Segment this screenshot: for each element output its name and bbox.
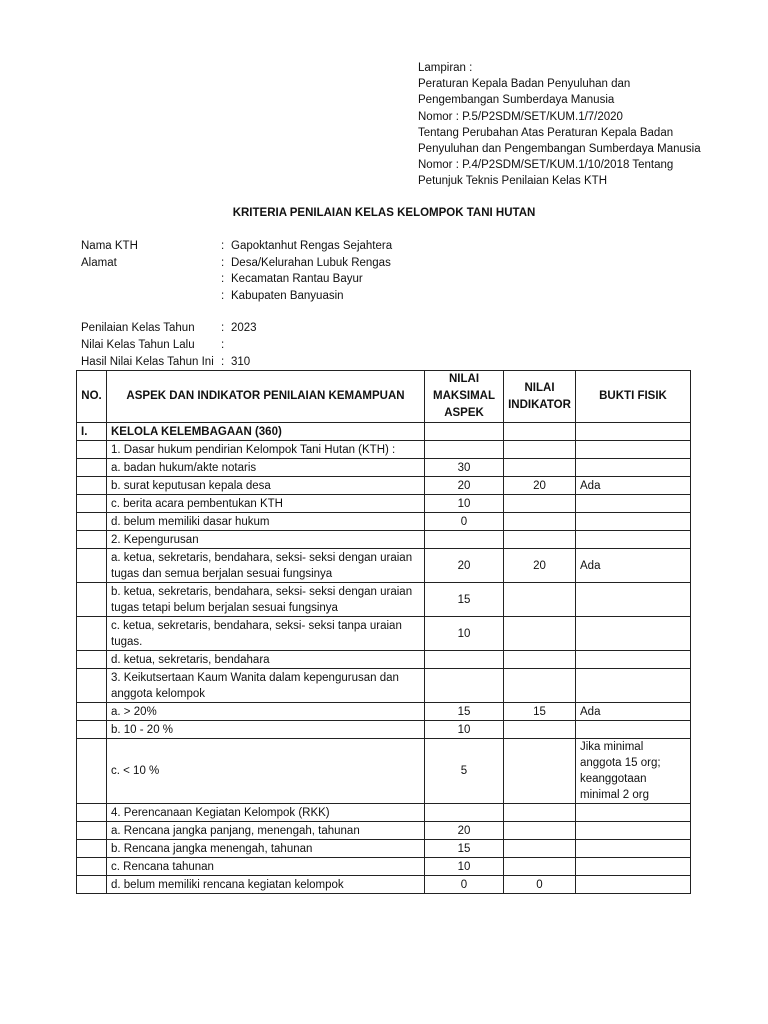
row-no — [77, 531, 107, 549]
row-aspek: a. Rencana jangka panjang, menengah, tahunan — [107, 822, 425, 840]
table-row — [77, 513, 691, 531]
row-aspek: b. ketua, sekretaris, bendahara, seksi- seksi dengan uraian tugas tetapi belum berjalan sesuai fungsinya — [107, 583, 425, 617]
row-bukti-fisik: Jika minimal anggota 15 org; keanggotaan minimal 2 org — [576, 739, 691, 804]
row-nilai-indikator — [504, 721, 576, 739]
row-nilai-indikator: 20 — [504, 549, 576, 583]
row-no — [77, 651, 107, 669]
info-colon: : — [221, 256, 225, 269]
table-row — [77, 721, 691, 739]
info-row-alamat-2 — [81, 271, 392, 288]
row-bukti-fisik — [576, 441, 691, 459]
table-row — [77, 840, 691, 858]
row-nilai-maksimal: 10 — [425, 617, 504, 651]
info-row-alamat-3 — [81, 288, 392, 305]
lampiran-line: Penyuluhan dan Pengembangan Sumberdaya Manusia — [418, 142, 701, 155]
lampiran-block — [418, 60, 738, 190]
row-nilai-maksimal: 20 — [425, 822, 504, 840]
info-label: Nilai Kelas Tahun Lalu — [81, 338, 195, 351]
table-row — [77, 822, 691, 840]
row-no — [77, 459, 107, 477]
table-row — [77, 739, 691, 804]
table-row — [77, 651, 691, 669]
row-bukti-fisik — [576, 804, 691, 822]
row-no — [77, 583, 107, 617]
row-nilai-maksimal: 5 — [425, 739, 504, 804]
row-nilai-maksimal: 15 — [425, 703, 504, 721]
row-nilai-indikator — [504, 804, 576, 822]
row-bukti-fisik: Ada — [576, 703, 691, 721]
row-nilai-maksimal: 10 — [425, 721, 504, 739]
row-bukti-fisik — [576, 876, 691, 894]
row-no — [77, 441, 107, 459]
row-bukti-fisik — [576, 822, 691, 840]
row-nilai-maksimal — [425, 669, 504, 703]
row-no — [77, 721, 107, 739]
row-no — [77, 617, 107, 651]
row-nilai-maksimal: 10 — [425, 858, 504, 876]
row-nilai-indikator — [504, 423, 576, 441]
row-nilai-maksimal: 0 — [425, 876, 504, 894]
row-aspek: KELOLA KELEMBAGAAN (360) — [107, 423, 425, 441]
table-row — [77, 495, 691, 513]
row-nilai-indikator: 15 — [504, 703, 576, 721]
row-nilai-indikator — [504, 858, 576, 876]
table-body — [77, 423, 691, 894]
row-bukti-fisik: Ada — [576, 477, 691, 495]
row-no — [77, 858, 107, 876]
row-nilai-indikator — [504, 651, 576, 669]
criteria-table — [76, 370, 691, 894]
row-nilai-indikator: 0 — [504, 876, 576, 894]
row-aspek: c. berita acara pembentukan KTH — [107, 495, 425, 513]
row-nilai-indikator — [504, 531, 576, 549]
row-aspek: b. surat keputusan kepala desa — [107, 477, 425, 495]
row-no — [77, 840, 107, 858]
info-colon: : — [221, 322, 225, 335]
row-nilai-indikator — [504, 583, 576, 617]
row-aspek: b. 10 - 20 % — [107, 721, 425, 739]
row-aspek: c. Rencana tahunan — [107, 858, 425, 876]
info-value: Kecamatan Rantau Bayur — [231, 273, 363, 286]
table-row — [77, 549, 691, 583]
table-row — [77, 617, 691, 651]
header-nilai-maksimal: NILAI MAKSIMAL ASPEK — [425, 371, 504, 423]
info-label: Penilaian Kelas Tahun — [81, 322, 195, 335]
row-bukti-fisik — [576, 513, 691, 531]
row-aspek: 3. Keikutsertaan Kaum Wanita dalam kepengurusan dan anggota kelompok — [107, 669, 425, 703]
lampiran-line: Lampiran : — [418, 62, 473, 74]
row-aspek: a. badan hukum/akte notaris — [107, 459, 425, 477]
table-row — [77, 441, 691, 459]
table-row — [77, 477, 691, 495]
row-aspek: a. ketua, sekretaris, bendahara, seksi- seksi dengan uraian tugas dan semua berjalan sesuai fungsinya — [107, 549, 425, 583]
row-bukti-fisik — [576, 840, 691, 858]
row-nilai-indikator — [504, 739, 576, 804]
row-nilai-maksimal: 30 — [425, 459, 504, 477]
row-nilai-maksimal: 15 — [425, 583, 504, 617]
info-row-lalu — [81, 337, 392, 354]
table-row — [77, 858, 691, 876]
info-label: Hasil Nilai Kelas Tahun Ini — [81, 355, 214, 368]
row-no — [77, 739, 107, 804]
row-nilai-indikator — [504, 495, 576, 513]
row-nilai-indikator: 20 — [504, 477, 576, 495]
row-bukti-fisik — [576, 669, 691, 703]
row-bukti-fisik — [576, 617, 691, 651]
info-row-hasil — [81, 354, 392, 371]
table-header-row — [77, 371, 691, 423]
row-no — [77, 876, 107, 894]
info-label: Nama KTH — [81, 240, 138, 252]
row-bukti-fisik — [576, 721, 691, 739]
row-nilai-maksimal: 20 — [425, 549, 504, 583]
info-value: Desa/Kelurahan Lubuk Rengas — [231, 256, 391, 269]
row-aspek: 2. Kepengurusan — [107, 531, 425, 549]
info-colon: : — [221, 289, 225, 302]
table-row — [77, 703, 691, 721]
info-row-nama — [81, 238, 392, 255]
row-nilai-indikator — [504, 669, 576, 703]
info-value: Kabupaten Banyuasin — [231, 289, 344, 302]
row-bukti-fisik: Ada — [576, 549, 691, 583]
row-nilai-indikator — [504, 441, 576, 459]
row-no — [77, 495, 107, 513]
row-nilai-maksimal — [425, 651, 504, 669]
row-no — [77, 669, 107, 703]
header-no: NO. — [77, 371, 107, 423]
row-nilai-maksimal: 20 — [425, 477, 504, 495]
row-bukti-fisik — [576, 858, 691, 876]
row-nilai-maksimal — [425, 804, 504, 822]
table-row — [77, 669, 691, 703]
lampiran-line: Nomor : P.4/P2SDM/SET/KUM.1/10/2018 Tentang — [418, 159, 674, 172]
lampiran-line: Nomor : P.5/P2SDM/SET/KUM.1/7/2020 — [418, 110, 623, 123]
row-bukti-fisik — [576, 495, 691, 513]
row-no — [77, 822, 107, 840]
table-row — [77, 804, 691, 822]
lampiran-line: Pengembangan Sumberdaya Manusia — [418, 94, 615, 107]
row-bukti-fisik — [576, 423, 691, 441]
row-nilai-indikator — [504, 459, 576, 477]
row-aspek: c. < 10 % — [107, 739, 425, 804]
row-nilai-maksimal: 0 — [425, 513, 504, 531]
info-colon: : — [221, 273, 225, 286]
kth-info — [81, 238, 392, 370]
info-value: 2023 — [231, 322, 257, 335]
lampiran-line: Peraturan Kepala Badan Penyuluhan dan — [418, 78, 631, 91]
row-nilai-indikator — [504, 513, 576, 531]
table-row — [77, 459, 691, 477]
row-aspek: a. > 20% — [107, 703, 425, 721]
info-value: Gapoktanhut Rengas Sejahtera — [231, 240, 393, 252]
info-row-tahun — [81, 320, 392, 337]
row-aspek: d. belum memiliki rencana kegiatan kelompok — [107, 876, 425, 894]
row-no — [77, 804, 107, 822]
row-aspek: 4. Perencanaan Kegiatan Kelompok (RKK) — [107, 804, 425, 822]
info-colon: : — [221, 240, 225, 252]
info-value: 310 — [231, 355, 251, 368]
info-colon: : — [221, 355, 225, 368]
row-nilai-indikator — [504, 822, 576, 840]
row-aspek: d. ketua, sekretaris, bendahara — [107, 651, 425, 669]
table-row — [77, 876, 691, 894]
row-no — [77, 703, 107, 721]
row-bukti-fisik — [576, 651, 691, 669]
row-nilai-maksimal: 15 — [425, 840, 504, 858]
row-nilai-indikator — [504, 840, 576, 858]
row-bukti-fisik — [576, 459, 691, 477]
row-aspek: b. Rencana jangka menengah, tahunan — [107, 840, 425, 858]
table-row — [77, 583, 691, 617]
table-row — [77, 423, 691, 441]
table-row — [77, 531, 691, 549]
header-nilai-indikator: NILAI INDIKATOR — [504, 371, 576, 423]
lampiran-line: Petunjuk Teknis Penilaian Kelas KTH — [418, 175, 608, 188]
row-aspek: c. ketua, sekretaris, bendahara, seksi- seksi tanpa uraian tugas. — [107, 617, 425, 651]
row-aspek: 1. Dasar hukum pendirian Kelompok Tani Hutan (KTH) : — [107, 441, 425, 459]
row-bukti-fisik — [576, 583, 691, 617]
row-nilai-maksimal: 10 — [425, 495, 504, 513]
info-row-alamat — [81, 255, 392, 272]
row-nilai-indikator — [504, 617, 576, 651]
row-aspek: d. belum memiliki dasar hukum — [107, 513, 425, 531]
lampiran-line: Tentang Perubahan Atas Peraturan Kepala Badan — [418, 126, 674, 139]
header-aspek: ASPEK DAN INDIKATOR PENILAIAN KEMAMPUAN — [107, 371, 425, 423]
row-nilai-maksimal — [425, 423, 504, 441]
info-label: Alamat — [81, 256, 117, 269]
row-no — [77, 513, 107, 531]
row-no — [77, 549, 107, 583]
row-nilai-maksimal — [425, 441, 504, 459]
info-colon: : — [221, 338, 225, 351]
header-bukti-fisik: BUKTI FISIK — [576, 371, 691, 423]
row-nilai-maksimal — [425, 531, 504, 549]
document-title: KRITERIA PENILAIAN KELAS KELOMPOK TANI HUTAN — [232, 207, 536, 219]
row-no — [77, 477, 107, 495]
row-no: I. — [77, 423, 107, 441]
row-bukti-fisik — [576, 531, 691, 549]
